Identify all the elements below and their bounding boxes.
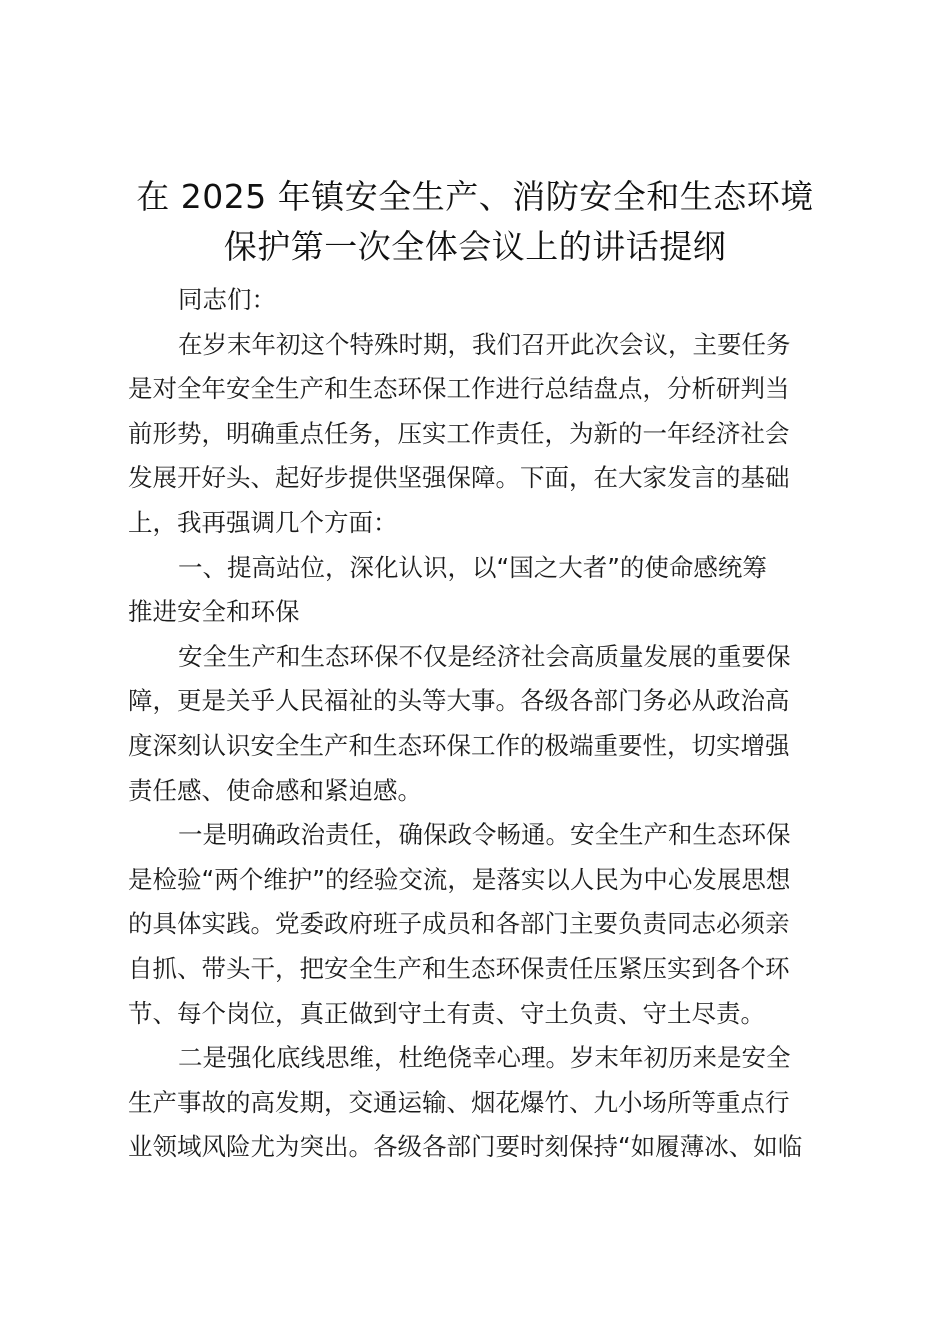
text-line: 推进安全和环保 bbox=[128, 597, 300, 627]
text-line: 业领域风险尤为突出。各级各部门要时刻保持“如履薄冰、如临 bbox=[128, 1132, 803, 1162]
text-line: 是对全年安全生产和生态环保工作进行总结盘点，分析研判当 bbox=[128, 374, 790, 404]
text-line: 二是强化底线思维，杜绝侥幸心理。岁末年初历来是安全 bbox=[178, 1043, 791, 1073]
paragraph-importance bbox=[128, 635, 830, 813]
text-line: 在岁末年初这个特殊时期，我们召开此次会议，主要任务 bbox=[178, 329, 791, 359]
text-line: 节、每个岗位，真正做到守土有责、守土负责、守土尽责。 bbox=[128, 998, 765, 1028]
text-line: 一是明确政治责任，确保政令畅通。安全生产和生态环保 bbox=[178, 820, 791, 850]
text-line: 自抓、带头干，把安全生产和生态环保责任压紧压实到各个环 bbox=[128, 953, 790, 983]
text-line: 的具体实践。党委政府班子成员和各部门主要负责同志必须亲 bbox=[128, 909, 790, 939]
text-line: 是检验“两个维护”的经验交流，是落实以人民为中心发展思想 bbox=[128, 864, 791, 894]
title-line: 保护第一次全体会议上的讲话提纲 bbox=[223, 227, 727, 266]
document-title bbox=[100, 172, 850, 272]
text-line: 度深刻认识安全生产和生态环保工作的极端重要性，切实增强 bbox=[128, 730, 790, 760]
paragraph-point-two bbox=[128, 1036, 830, 1170]
text-line: 责任感、使命感和紧迫感。 bbox=[128, 775, 422, 805]
salutation: 同志们： bbox=[178, 285, 276, 314]
text-line: 发展开好头、起好步提供坚强保障。下面，在大家发言的基础 bbox=[128, 463, 790, 493]
text-line: 前形势，明确重点任务，压实工作责任，为新的一年经济社会 bbox=[128, 418, 790, 448]
text-line: 生产事故的高发期，交通运输、烟花爆竹、九小场所等重点行 bbox=[128, 1087, 790, 1117]
document-body bbox=[128, 278, 830, 1170]
text-line: 障，更是关乎人民福祉的头等大事。各级各部门务必从政治高 bbox=[128, 686, 790, 716]
title-line: 在 2025 年镇安全生产、消防安全和生态环境 bbox=[136, 177, 814, 216]
text-line: 安全生产和生态环保不仅是经济社会高质量发展的重要保 bbox=[178, 641, 791, 671]
text-line: 一、提高站位，深化认识，以“国之大者”的使命感统筹 bbox=[178, 552, 767, 582]
section-heading bbox=[128, 546, 830, 635]
paragraph-intro bbox=[128, 323, 830, 546]
paragraph-point-one bbox=[128, 813, 830, 1036]
text-line: 上，我再强调几个方面： bbox=[128, 507, 398, 537]
